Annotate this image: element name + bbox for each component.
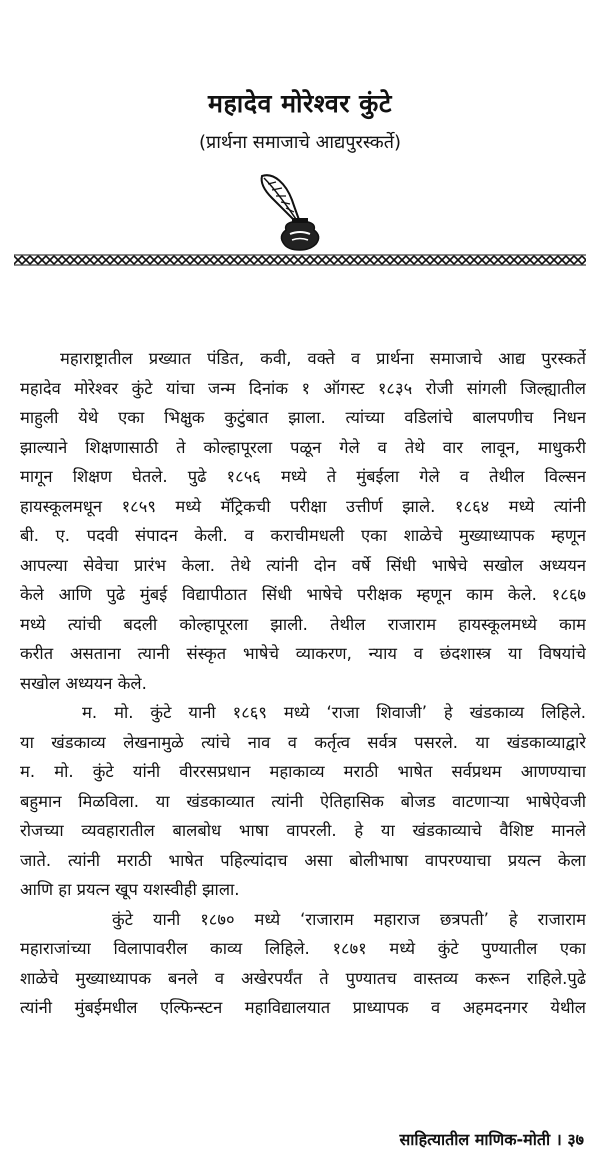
page-footer: साहित्यातील माणिक-मोती । ३७ — [399, 1130, 584, 1149]
ornamental-divider — [14, 254, 586, 266]
text-line: महाराजांच्या विलापावरील काव्य लिहिले. १८७१ मध्ये कुंटे पुण्यातील एका — [20, 939, 586, 958]
quill-inkpot-icon — [256, 170, 326, 252]
text-line: करीत असताना त्यानी संस्कृत भाषेचे व्याकरण, न्याय व छंदशास्त्र या विषयांचे — [20, 644, 586, 663]
text-line: शाळेचे मुख्याध्यापक बनले व अखेरपर्यंत ते पुण्यातच वास्तव्य करून राहिले.पुढे — [20, 968, 586, 988]
body-text — [20, 344, 586, 1023]
text-line: महाराष्ट्रातील प्रख्यात पंडित, कवी, वक्ते व प्रार्थना समाजाचे आद्य पुरस्कर्ते — [60, 349, 586, 368]
text-line: मध्ये त्यांची बदली कोल्हापूरला झाली. तेथील राजाराम हायस्कूलमध्ये काम — [20, 614, 586, 634]
text-line: म. मो. कुंटे यांनी वीररसप्रधान महाकाव्य मराठी भाषेत सर्वप्रथम आणण्याचा — [20, 762, 586, 781]
chapter-title: महादेव मोरेश्वर कुंटे — [208, 89, 392, 118]
text-line: आपल्या सेवेचा प्रारंभ केला. तेथे त्यांनी दोन वर्षे सिंधी भाषेचे सखोल अध्ययन — [20, 555, 586, 575]
text-line: झाल्याने शिक्षणासाठी ते कोल्हापूरला पळून गेले व तेथे वार लावून, माधुकरी — [20, 437, 586, 457]
text-line: हायस्कूलमधून १८५९ मध्ये मॅट्रिकची परीक्षा उत्तीर्ण झाले. १८६४ मध्ये त्यांनी — [20, 496, 586, 516]
text-line: माहुली येथे एका भिक्षुक कुटुंबात झाला. त्यांच्या वडिलांचे बालपणीच निधन — [20, 408, 586, 427]
text-line: जाते. त्यांनी मराठी भाषेत पहिल्यांदाच असा बोलीभाषा वापरण्याचा प्रयत्न केला — [20, 850, 586, 870]
text-line: बहुमान मिळविला. या खंडकाव्यात त्यांनी ऐतिहासिक बोजड वाटणाऱ्या भाषेऐवजी — [20, 791, 586, 811]
text-line: महादेव मोरेश्वर कुंटे यांचा जन्म दिनांक १ ऑगस्ट १८३५ रोजी सांगली जिल्ह्यातील — [20, 378, 586, 398]
text-line: आणि हा प्रयत्न खूप यशस्वीही झाला. — [20, 880, 240, 899]
text-line: बी. ए. पदवी संपादन केली. व कराचीमधली एका शाळेचे मुख्याध्यापक म्हणून — [20, 526, 586, 545]
text-line: मागून शिक्षण घेतले. पुढे १८५६ मध्ये ते मुंबईला गेले व तेथील विल्सन — [20, 467, 586, 486]
text-line: कुंटे यानी १८७० मध्ये ‘राजाराम महाराज छत्रपती’ हे राजाराम — [112, 909, 586, 929]
text-line: केले आणि पुढे मुंबई विद्यापीठात सिंधी भाषेचे परीक्षक म्हणून काम केले. १८६७ — [20, 585, 586, 604]
text-line: त्यांनी मुंबईमधील एल्फिन्स्टन महाविद्यालयात प्राध्यापक व अहमदनगर येथील — [20, 998, 586, 1017]
chapter-subtitle: (प्रार्थना समाजाचे आद्यपुरस्कर्ते) — [199, 132, 401, 153]
text-line: या खंडकाव्य लेखनामुळे त्यांचे नाव व कर्तृत्व सर्वत्र पसरले. या खंडकाव्याद्वारे — [20, 732, 586, 752]
text-line: सखोल अध्ययन केले. — [20, 673, 147, 693]
text-line: रोजच्या व्यवहारातील बालबोध भाषा वापरली. हे या खंडकाव्याचे वैशिष्ट मानले — [20, 821, 586, 840]
text-line: म. मो. कुंटे यानी १८६९ मध्ये ‘राजा शिवाजी’ हे खंडकाव्य लिहिले. — [82, 703, 586, 722]
